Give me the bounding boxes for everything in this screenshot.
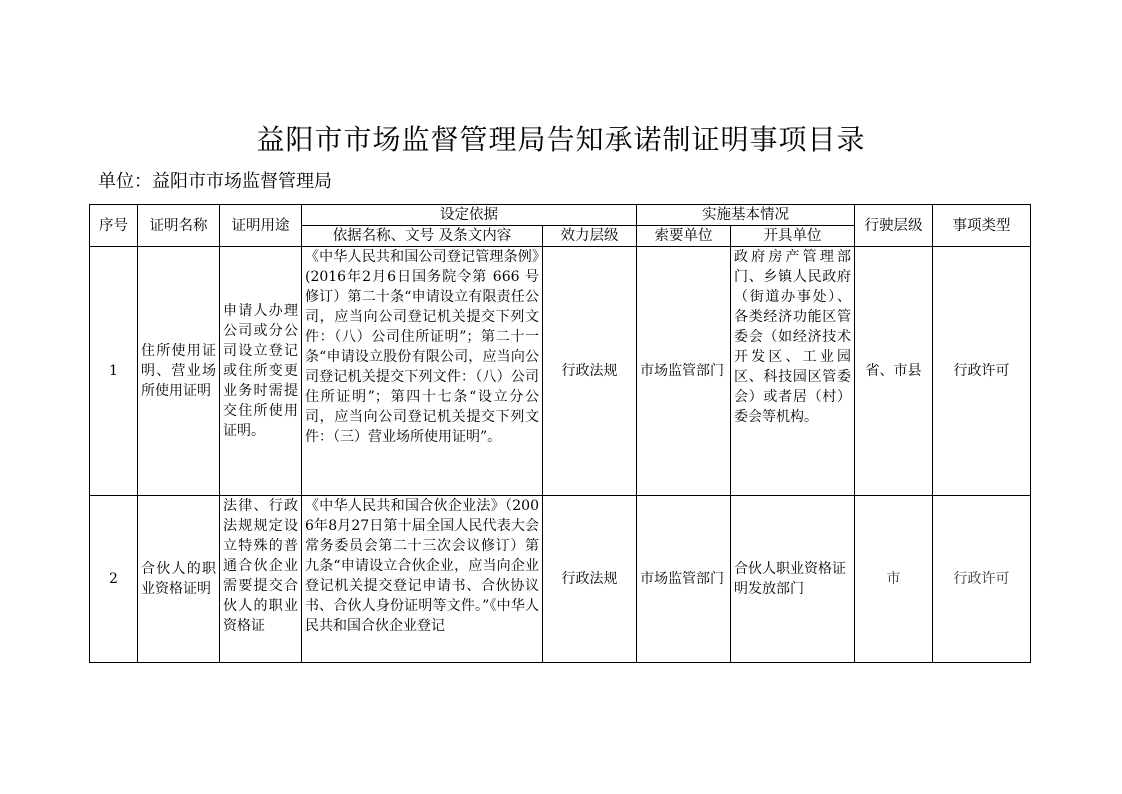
header-item-type: 事项类型 (933, 205, 1031, 247)
page-title: 益阳市市场监督管理局告知承诺制证明事项目录 (256, 123, 866, 156)
cell-seq: 2 (90, 496, 138, 663)
header-impl-issuer: 开具单位 (731, 226, 855, 247)
cert-use-text: 申请人办理公司或分公司设立登记或住所变更业务时需提交住所使用证明。 (223, 303, 298, 439)
cell-basis-doc (302, 247, 543, 496)
header-basis-doc: 依据名称、文号 及条文内容 (302, 226, 543, 247)
cell-impl-issuer (731, 496, 855, 663)
cell-admin-level: 市 (855, 496, 933, 663)
cell-admin-level: 省、市县 (855, 247, 933, 496)
cell-cert-name (138, 496, 220, 663)
header-impl-group: 实施基本情况 (637, 205, 855, 226)
cell-basis-doc (302, 496, 543, 663)
impl-issuer-text: 政府房产管理部门、乡镇人民政府（街道办事处）、各类经济功能区管委会（如经济技术开发区、工业园区、科技园区管委会）或者居（村）委会等机构。 (734, 249, 851, 425)
certificate-catalog-table (89, 204, 1031, 663)
cert-name-text: 住所使用证明、营业场所使用证明 (141, 343, 216, 399)
impl-requester-text: 市场监管部门 (640, 363, 724, 379)
cert-use-text: 法律、行政法规规定设立特殊的普通合伙企业需要提交合伙人的职业资格证 (223, 498, 298, 634)
cell-cert-use (220, 247, 302, 496)
header-basis-level: 效力层级 (543, 226, 637, 247)
header-admin-level: 行驶层级 (855, 205, 933, 247)
basis-doc-text: 《中华人民共和国公司登记管理条例》(2016年2月6日国务院令第 666 号修订）第二十条“申请设立有限责任公司，应当向公司登记机关提交下列文件：（八）公司住所证明”；第二十一条“申请设立股份有限公司，应当向公司登记机关提交下列文件：（八）公司住所证明”；第四十七条“设立分公司，应当向公司登记机关提交下列文件：（三）营业场所使用证明”。 (305, 249, 539, 445)
cell-cert-name (138, 247, 220, 496)
table-header (90, 205, 1031, 247)
cert-name-text: 合伙人的职业资格证明 (141, 561, 216, 597)
cell-item-type: 行政许可 (933, 247, 1031, 496)
cell-cert-use (220, 496, 302, 663)
cell-basis-level: 行政法规 (543, 247, 637, 496)
impl-issuer-text: 合伙人职业资格证明发放部门 (734, 561, 846, 597)
cell-basis-level: 行政法规 (543, 496, 637, 663)
header-seq: 序号 (90, 205, 138, 247)
cell-impl-requester (637, 496, 731, 663)
cell-seq: 1 (90, 247, 138, 496)
impl-requester-text: 市场监管部门 (640, 571, 724, 587)
unit-line: 单位：益阳市市场监督管理局 (98, 171, 332, 192)
cell-impl-requester (637, 247, 731, 496)
header-cert-name: 证明名称 (138, 205, 220, 247)
table-row (90, 496, 1031, 663)
header-basis-group: 设定依据 (302, 205, 637, 226)
table-row (90, 247, 1031, 496)
basis-doc-text: 《中华人民共和国合伙企业法》（2006年8月27日第十届全国人民代表大会常务委员会第二十三次会议修订）第九条“申请设立合伙企业，应当向企业登记机关提交登记申请书、合伙协议书、合伙人身份证明等文件。”《中华人民共和国合伙企业登记 (305, 498, 539, 634)
cell-impl-issuer (731, 247, 855, 496)
header-cert-use: 证明用途 (220, 205, 302, 247)
cell-item-type: 行政许可 (933, 496, 1031, 663)
header-impl-requester: 索要单位 (637, 226, 731, 247)
